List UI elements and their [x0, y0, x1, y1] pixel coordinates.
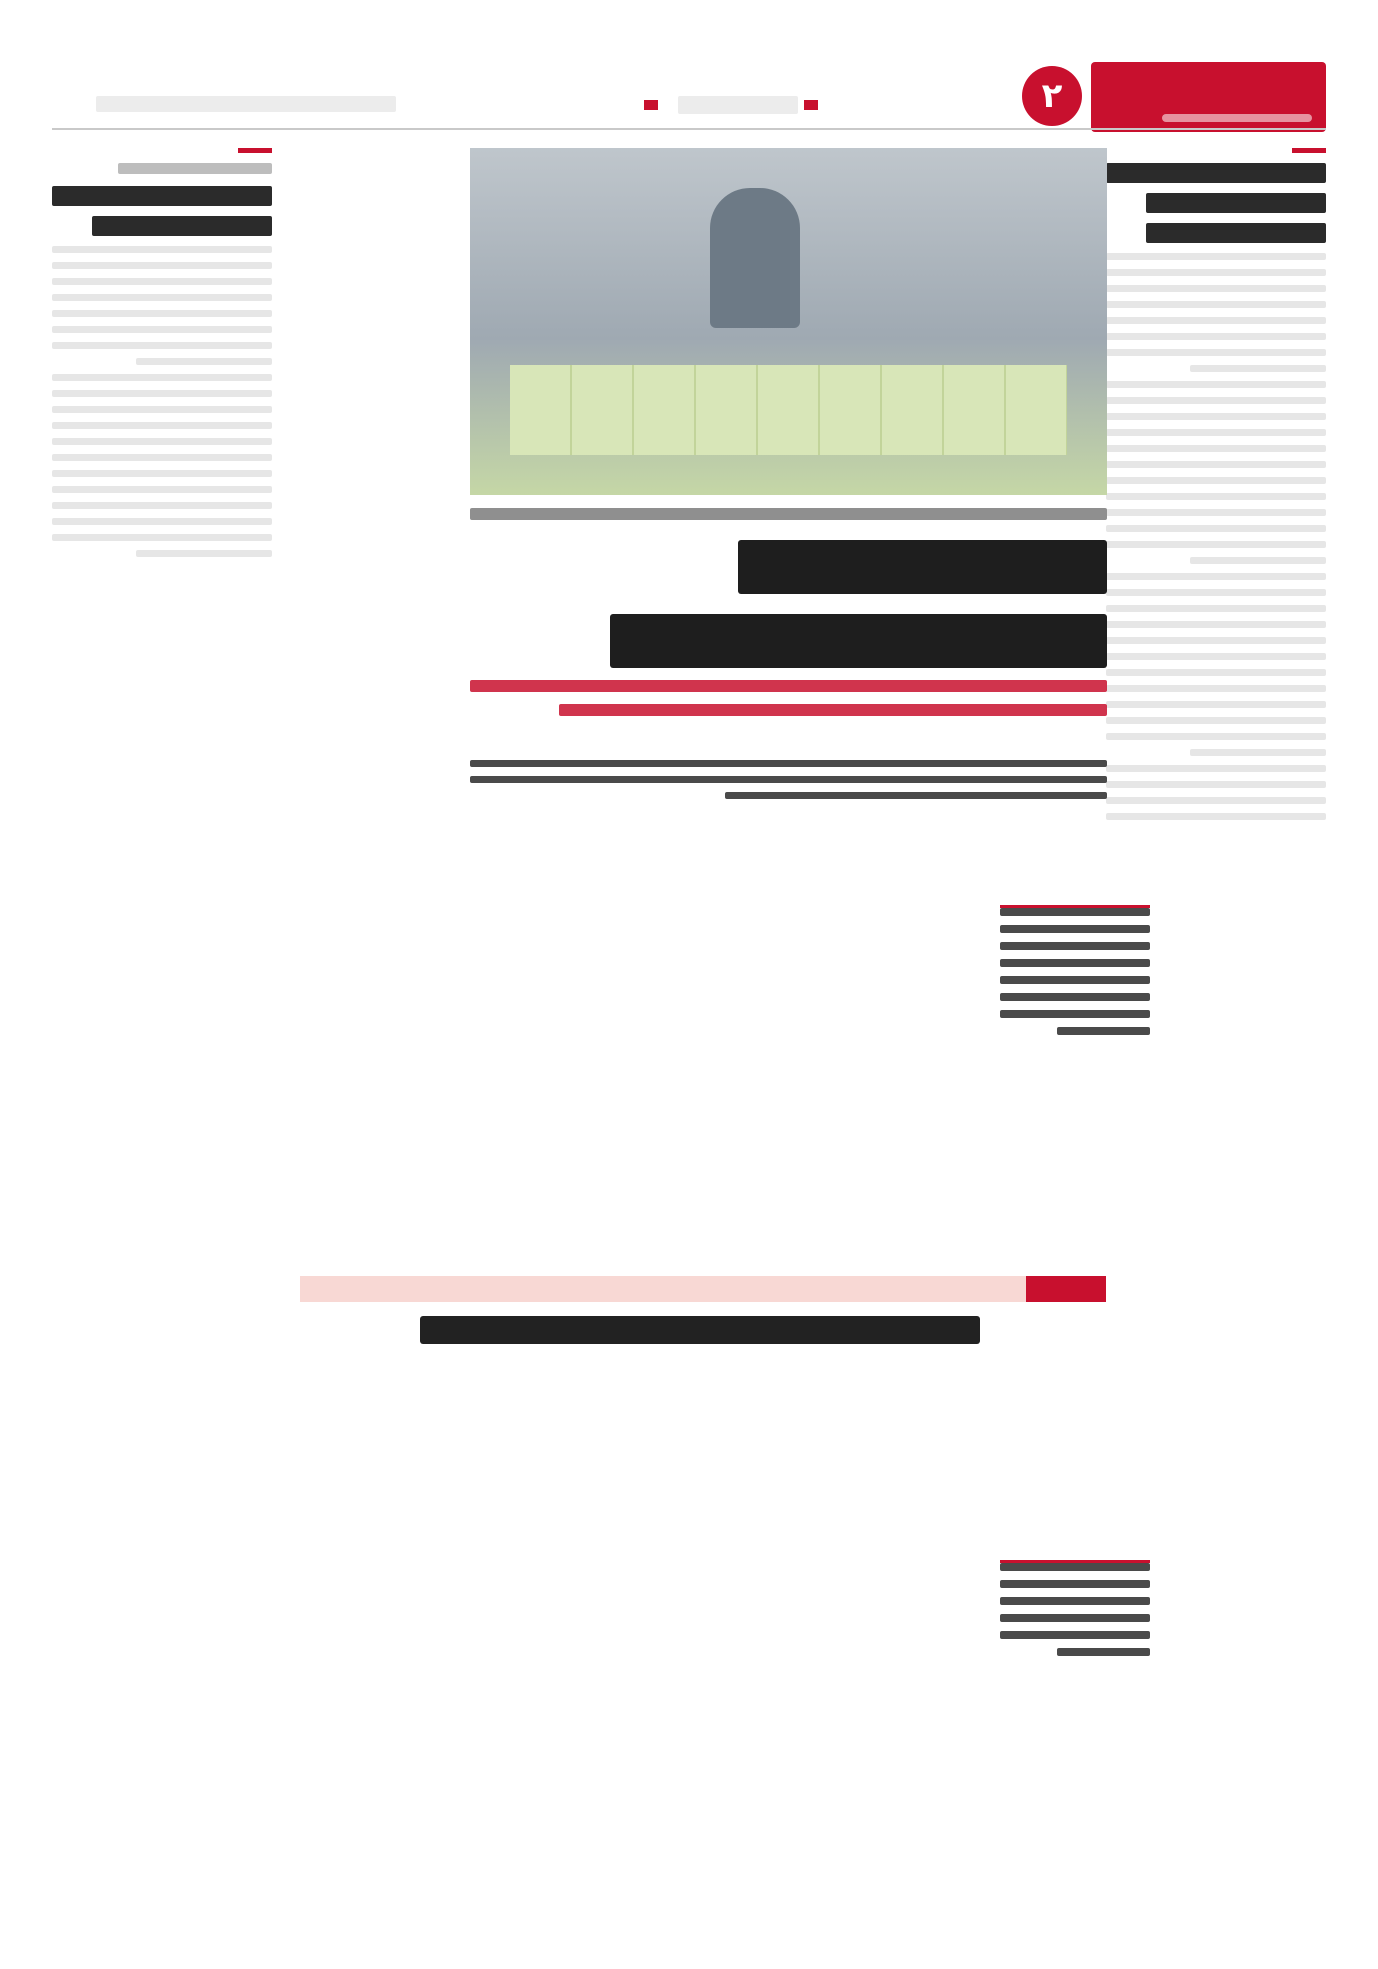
lead-kicker: [470, 508, 1107, 520]
left-column: [52, 148, 272, 566]
section-tab: [678, 96, 798, 114]
masthead-logo: [1091, 62, 1326, 132]
pull-quote: [1000, 905, 1150, 1148]
lead-headline: [470, 540, 1107, 690]
issue-date-line: [96, 96, 396, 112]
lead-body: [470, 760, 1107, 808]
flag-icon: [644, 100, 658, 110]
flag-icon: [804, 100, 818, 110]
lead-photo: [470, 148, 1107, 495]
lead-subheadline: [470, 680, 1107, 728]
masthead-rule: [52, 128, 1326, 130]
pull-quote: [1000, 1560, 1150, 1783]
report-banner: [300, 1276, 1106, 1302]
report-headline: [420, 1316, 980, 1344]
right-column: [1106, 148, 1326, 829]
page-number: ۲: [1022, 66, 1082, 126]
